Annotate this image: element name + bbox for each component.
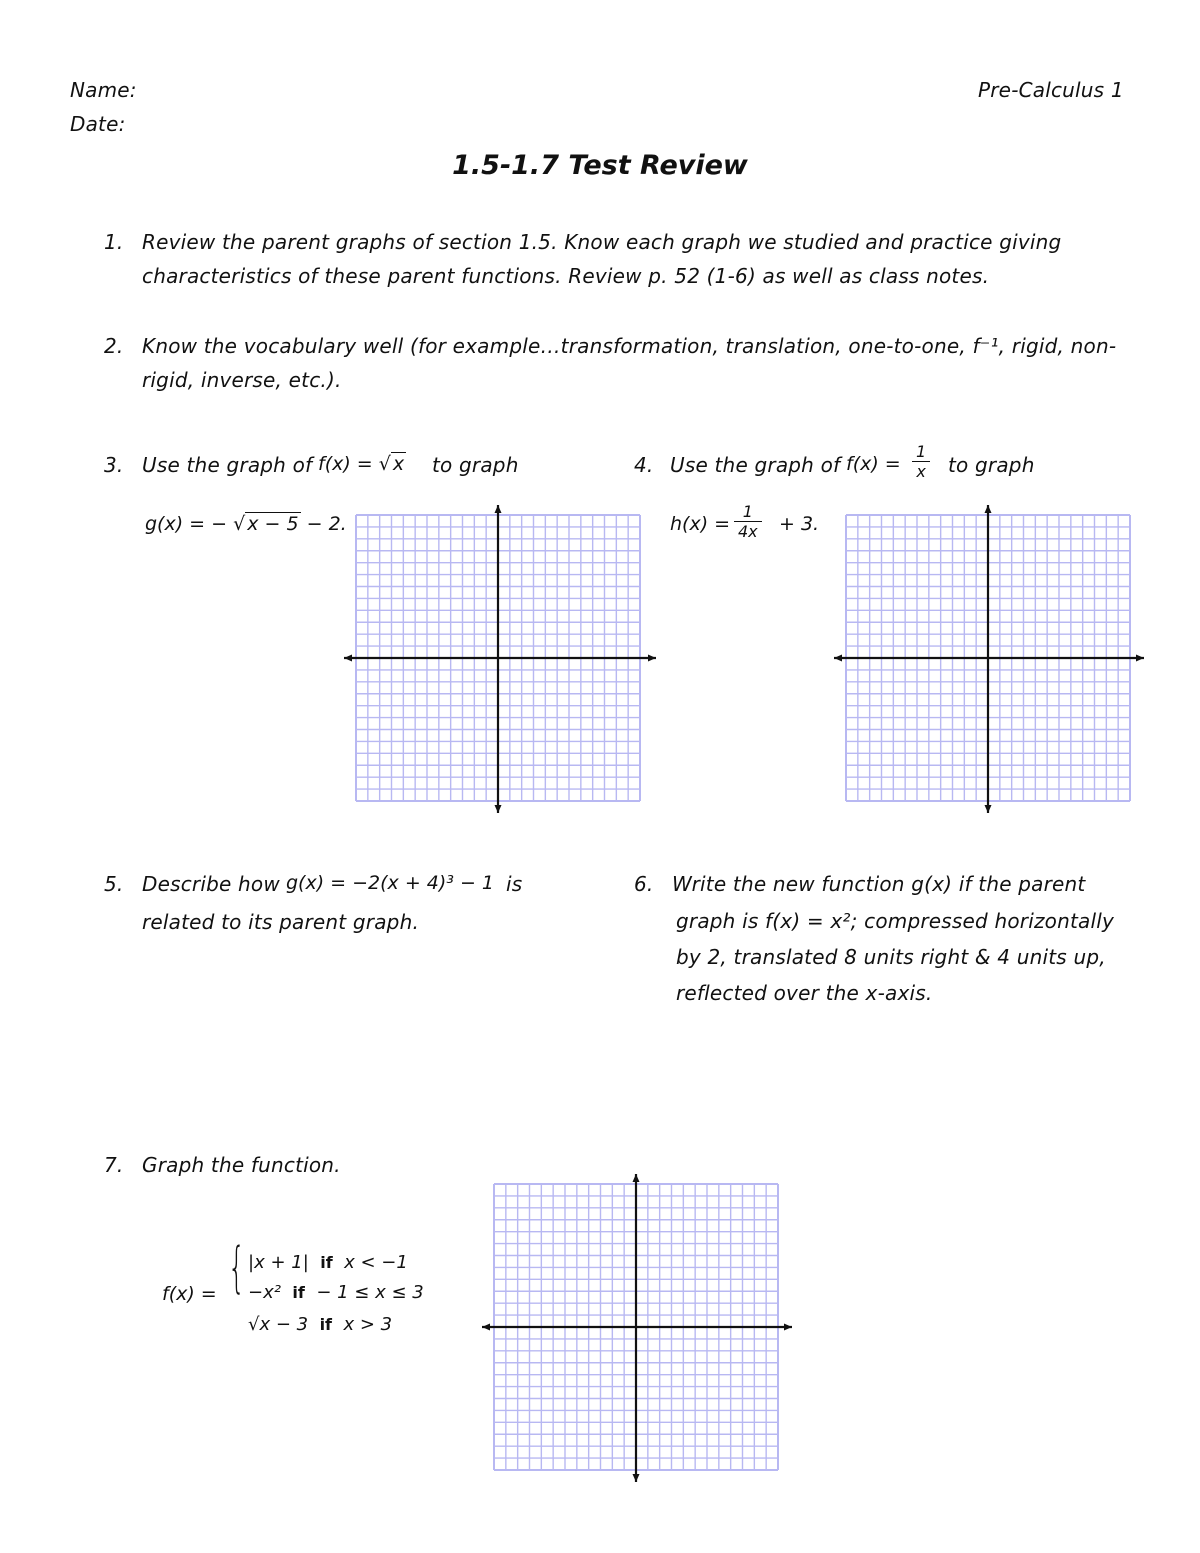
piece-3: √x − 3 if x > 3: [248, 1314, 393, 1335]
q6-line4: reflected over the x-axis.: [676, 981, 933, 1005]
q4-h-tail: + 3.: [779, 513, 820, 535]
q7-lhs: f(x) =: [162, 1283, 217, 1305]
q3-f-radicand: x: [392, 453, 405, 475]
q4-h-fraction: [734, 502, 762, 541]
x-axis-arrow-right: [648, 655, 656, 662]
q5-number: 5.: [104, 872, 124, 896]
q3-f-lhs: f(x) =: [318, 453, 373, 475]
x-axis-arrow-right: [784, 1324, 792, 1331]
q6-line3: by 2, translated 8 units right & 4 units up,: [676, 945, 1106, 969]
y-axis-arrow-up: [495, 505, 502, 513]
y-axis-arrow-down: [495, 805, 502, 813]
q1-number: 1.: [104, 230, 124, 254]
q4-f-fraction: [912, 442, 930, 481]
q3-text-b: to graph: [432, 453, 519, 477]
q5-text-a: Describe how: [142, 872, 280, 896]
q4-h-denominator: 4x: [738, 522, 758, 541]
y-axis-arrow-up: [633, 1174, 640, 1182]
q1-line2: characteristics of these parent functions. Review p. 52 (1-6) as well as class notes.: [142, 264, 990, 288]
piecewise-brace: {: [228, 1236, 246, 1299]
q2-line1: Know the vocabulary well (for example…transformation, translation, one-to-one, f⁻¹, rigid, non-: [142, 334, 1117, 358]
y-axis-arrow-down: [985, 805, 992, 813]
q7-number: 7.: [104, 1153, 124, 1177]
q7-graph-grid: [478, 1172, 796, 1484]
x-axis-arrow-right: [1136, 655, 1144, 662]
q3-parent-function: f(x) = √ x: [318, 453, 405, 475]
q3-text-a: Use the graph of: [142, 453, 313, 477]
q3-g-radicand: x − 5: [247, 513, 299, 535]
y-axis-arrow-up: [985, 505, 992, 513]
q3-number: 3.: [104, 453, 124, 477]
q4-f-numerator: 1: [912, 442, 930, 462]
q3-g-tail: − 2.: [306, 513, 347, 535]
q5-text-b: is: [506, 872, 523, 896]
q3-graph-grid: [340, 503, 660, 815]
q2-line2: rigid, inverse, etc.).: [142, 368, 342, 392]
q7-text: Graph the function.: [142, 1153, 341, 1177]
name-label: Name:: [70, 78, 137, 102]
x-axis-arrow-left: [834, 655, 842, 662]
q3-g-lhs: g(x) = −: [145, 513, 228, 535]
q6-number: 6.: [634, 872, 654, 896]
course-label: Pre-Calculus 1: [978, 78, 1124, 102]
x-axis-arrow-left: [482, 1324, 490, 1331]
q4-f-lhs: f(x) =: [846, 453, 901, 475]
q2-number: 2.: [104, 334, 124, 358]
piece-1: |x + 1| if x < −1: [248, 1252, 408, 1273]
date-label: Date:: [70, 112, 126, 136]
q1-line1: Review the parent graphs of section 1.5. Know each graph we studied and practice giving: [142, 230, 1062, 254]
q4-graph-grid: [830, 503, 1148, 815]
page-title: 1.5-1.7 Test Review: [452, 150, 748, 181]
q4-text-a: Use the graph of: [670, 453, 841, 477]
q6-line2: graph is f(x) = x²; compressed horizontally: [676, 909, 1115, 933]
y-axis-arrow-down: [633, 1474, 640, 1482]
q4-h-numerator: 1: [734, 502, 762, 522]
q5-line2: related to its parent graph.: [142, 910, 420, 934]
q3-target-function: g(x) = − √ x − 5 − 2.: [145, 513, 347, 535]
q4-number: 4.: [634, 453, 654, 477]
q4-h-lhs: h(x) =: [670, 513, 731, 535]
x-axis-arrow-left: [344, 655, 352, 662]
q4-f-denominator: x: [916, 462, 926, 481]
q4-text-b: to graph: [948, 453, 1035, 477]
q5-expression: g(x) = −2(x + 4)³ − 1: [286, 872, 494, 894]
q6-line1: Write the new function g(x) if the parent: [672, 872, 1086, 896]
piece-2: −x² if − 1 ≤ x ≤ 3: [248, 1282, 424, 1303]
